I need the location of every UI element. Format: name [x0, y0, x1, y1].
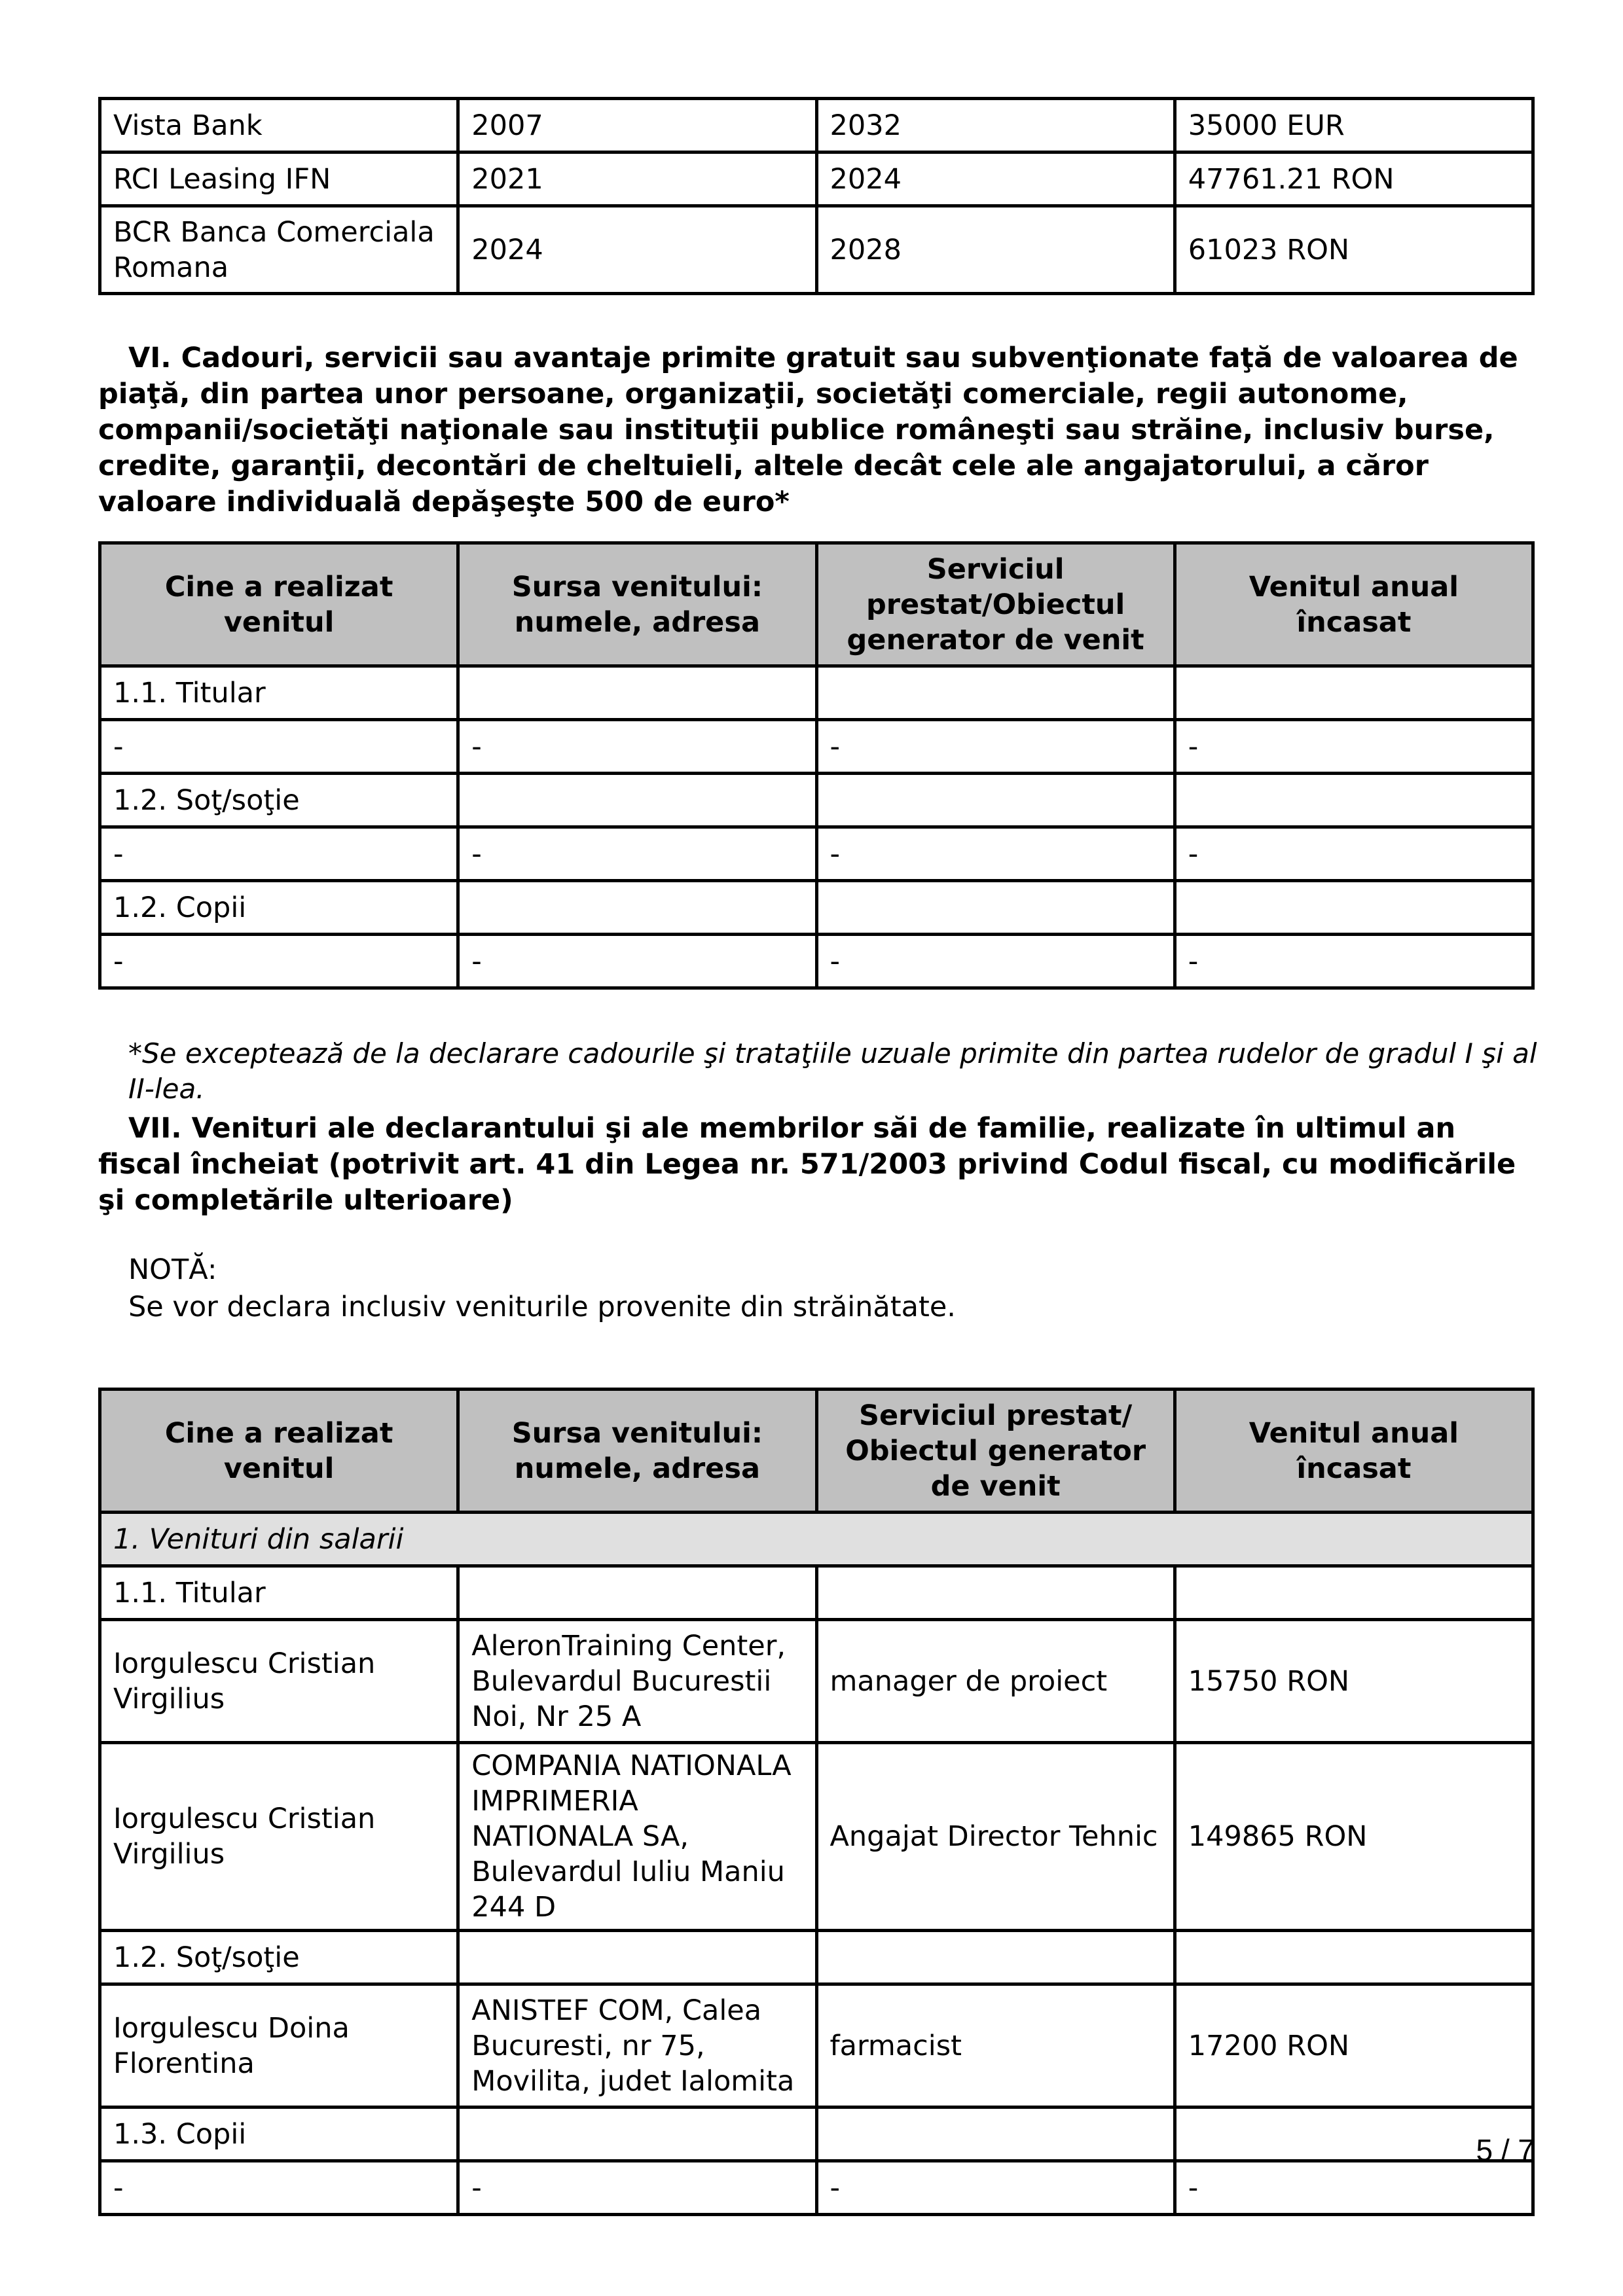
column-header: Sursa venitului: numele, adresa [458, 1390, 816, 1513]
table-cell: - [100, 2161, 458, 2215]
table-cell: 2032 [816, 99, 1175, 152]
table-row [100, 774, 1533, 827]
table-cell: manager de proiect [816, 1620, 1175, 1743]
table-cell: - [458, 827, 816, 881]
table-cell: - [458, 720, 816, 774]
table-cell [458, 2108, 816, 2161]
table-row [100, 881, 1533, 935]
table-cell: - [1175, 827, 1533, 881]
table-cell: AleronTraining Center, Bulevardul Bucurestii Noi, Nr 25 A [458, 1620, 816, 1743]
table-row [100, 1984, 1533, 2108]
table-cell: Iorgulescu Doina Florentina [100, 1984, 458, 2108]
table-cell [458, 1566, 816, 1620]
table-row [100, 2108, 1533, 2161]
table-cell: - [1175, 2161, 1533, 2215]
note-label: NOTĂ: [128, 1253, 217, 1286]
table-row [100, 1931, 1533, 1984]
column-header: Serviciul prestat/ Obiectul generator de venit [816, 1390, 1175, 1513]
table-cell: - [816, 935, 1175, 988]
loans-table [98, 97, 1535, 295]
column-header: Sursa venitului: numele, adresa [458, 543, 816, 666]
table-row [100, 935, 1533, 988]
table-cell: COMPANIA NATIONALA IMPRIMERIA NATIONALA SA, Bulevardul Iuliu Maniu 244 D [458, 1743, 816, 1931]
section-vii-heading: VII. Venituri ale declarantului şi ale membrilor săi de familie, realizate în ultimul an fiscal încheiat (potrivit art. 41 din Legea nr. 571/2003 privind Codul fiscal, cu modificările şi completările ulterioare) [98, 1112, 1516, 1217]
table-cell: - [458, 935, 816, 988]
table-cell [816, 2108, 1175, 2161]
table-cell: - [1175, 720, 1533, 774]
table-cell [1175, 774, 1533, 827]
table-row [100, 152, 1533, 206]
table-cell: 149865 RON [1175, 1743, 1533, 1931]
table-row [100, 1620, 1533, 1743]
table-cell [458, 666, 816, 720]
table-cell [1175, 666, 1533, 720]
table-cell: - [458, 2161, 816, 2215]
table-row [100, 1566, 1533, 1620]
table-cell [816, 881, 1175, 935]
table-cell: - [816, 720, 1175, 774]
table-header-row [100, 543, 1533, 666]
column-header: Serviciul prestat/Obiectul generator de venit [816, 543, 1175, 666]
table-cell: 47761.21 RON [1175, 152, 1533, 206]
table-cell: - [816, 827, 1175, 881]
table-cell: 1.1. Titular [100, 666, 458, 720]
gifts-footnote: *Se exceptează de la declarare cadourile şi trataţiile uzuale primite din partea rudelor de gradul I şi al II-lea. [128, 1037, 1537, 1105]
table-cell: 2024 [458, 206, 816, 294]
table-cell [816, 774, 1175, 827]
table-cell: ANISTEF COM, Calea Bucuresti, nr 75, Movilita, judet Ialomita [458, 1984, 816, 2108]
table-cell: 15750 RON [1175, 1620, 1533, 1743]
table-cell [458, 881, 816, 935]
table-row [100, 99, 1533, 152]
column-header: Cine a realizat venitul [100, 1390, 458, 1513]
table-cell [458, 774, 816, 827]
table-cell: 2021 [458, 152, 816, 206]
page-number: 5 / 7 [1476, 2133, 1535, 2167]
table-cell: - [100, 935, 458, 988]
table-cell: 61023 RON [1175, 206, 1533, 294]
column-header: Cine a realizat venitul [100, 543, 458, 666]
table-row [100, 206, 1533, 294]
table-cell [816, 666, 1175, 720]
table-cell: - [100, 827, 458, 881]
section-label: 1. Venituri din salarii [100, 1513, 1533, 1566]
table-cell: RCI Leasing IFN [100, 152, 458, 206]
table-cell: 1.1. Titular [100, 1566, 458, 1620]
gifts-table [98, 541, 1535, 990]
table-cell: - [816, 2161, 1175, 2215]
table-cell [816, 1931, 1175, 1984]
table-cell [1175, 881, 1533, 935]
table-cell: farmacist [816, 1984, 1175, 2108]
table-cell: 2024 [816, 152, 1175, 206]
table-cell: 1.2. Soţ/soţie [100, 774, 458, 827]
table-cell: BCR Banca Comerciala Romana [100, 206, 458, 294]
table-cell [1175, 1566, 1533, 1620]
table-cell: Vista Bank [100, 99, 458, 152]
note-text: Se vor declara inclusiv veniturile provenite din străinătate. [128, 1291, 956, 1323]
table-cell [816, 1566, 1175, 1620]
table-cell: 35000 EUR [1175, 99, 1533, 152]
table-cell: - [1175, 935, 1533, 988]
column-header: Venitul anual încasat [1175, 543, 1533, 666]
table-row [100, 827, 1533, 881]
table-cell [1175, 1931, 1533, 1984]
section-row [100, 1513, 1533, 1566]
column-header: Venitul anual încasat [1175, 1390, 1533, 1513]
table-header-row [100, 1390, 1533, 1513]
table-cell: Iorgulescu Cristian Virgilius [100, 1620, 458, 1743]
table-cell: 1.3. Copii [100, 2108, 458, 2161]
table-cell: Iorgulescu Cristian Virgilius [100, 1743, 458, 1931]
table-cell: 17200 RON [1175, 1984, 1533, 2108]
table-row [100, 2161, 1533, 2215]
income-table [98, 1388, 1535, 2216]
table-cell: Angajat Director Tehnic [816, 1743, 1175, 1931]
table-cell [458, 1931, 816, 1984]
table-row [100, 666, 1533, 720]
table-row [100, 1743, 1533, 1931]
table-cell: 1.2. Soţ/soţie [100, 1931, 458, 1984]
table-cell: - [100, 720, 458, 774]
table-cell: 2028 [816, 206, 1175, 294]
table-cell: 2007 [458, 99, 816, 152]
table-row [100, 720, 1533, 774]
table-cell: 1.2. Copii [100, 881, 458, 935]
section-vi-heading: VI. Cadouri, servicii sau avantaje primite gratuit sau subvenţionate faţă de valoarea de piaţă, din partea unor persoane, organizaţii, societăţi comerciale, regii autonome, companii/societăţi naţionale sau instituţii publice româneşti sau străine, inclusiv burse, credite, garanţii, decontări de cheltuieli, altele decât cele ale angajatorului, a căror valoare individuală depăşeşte 500 de euro* [98, 342, 1518, 518]
